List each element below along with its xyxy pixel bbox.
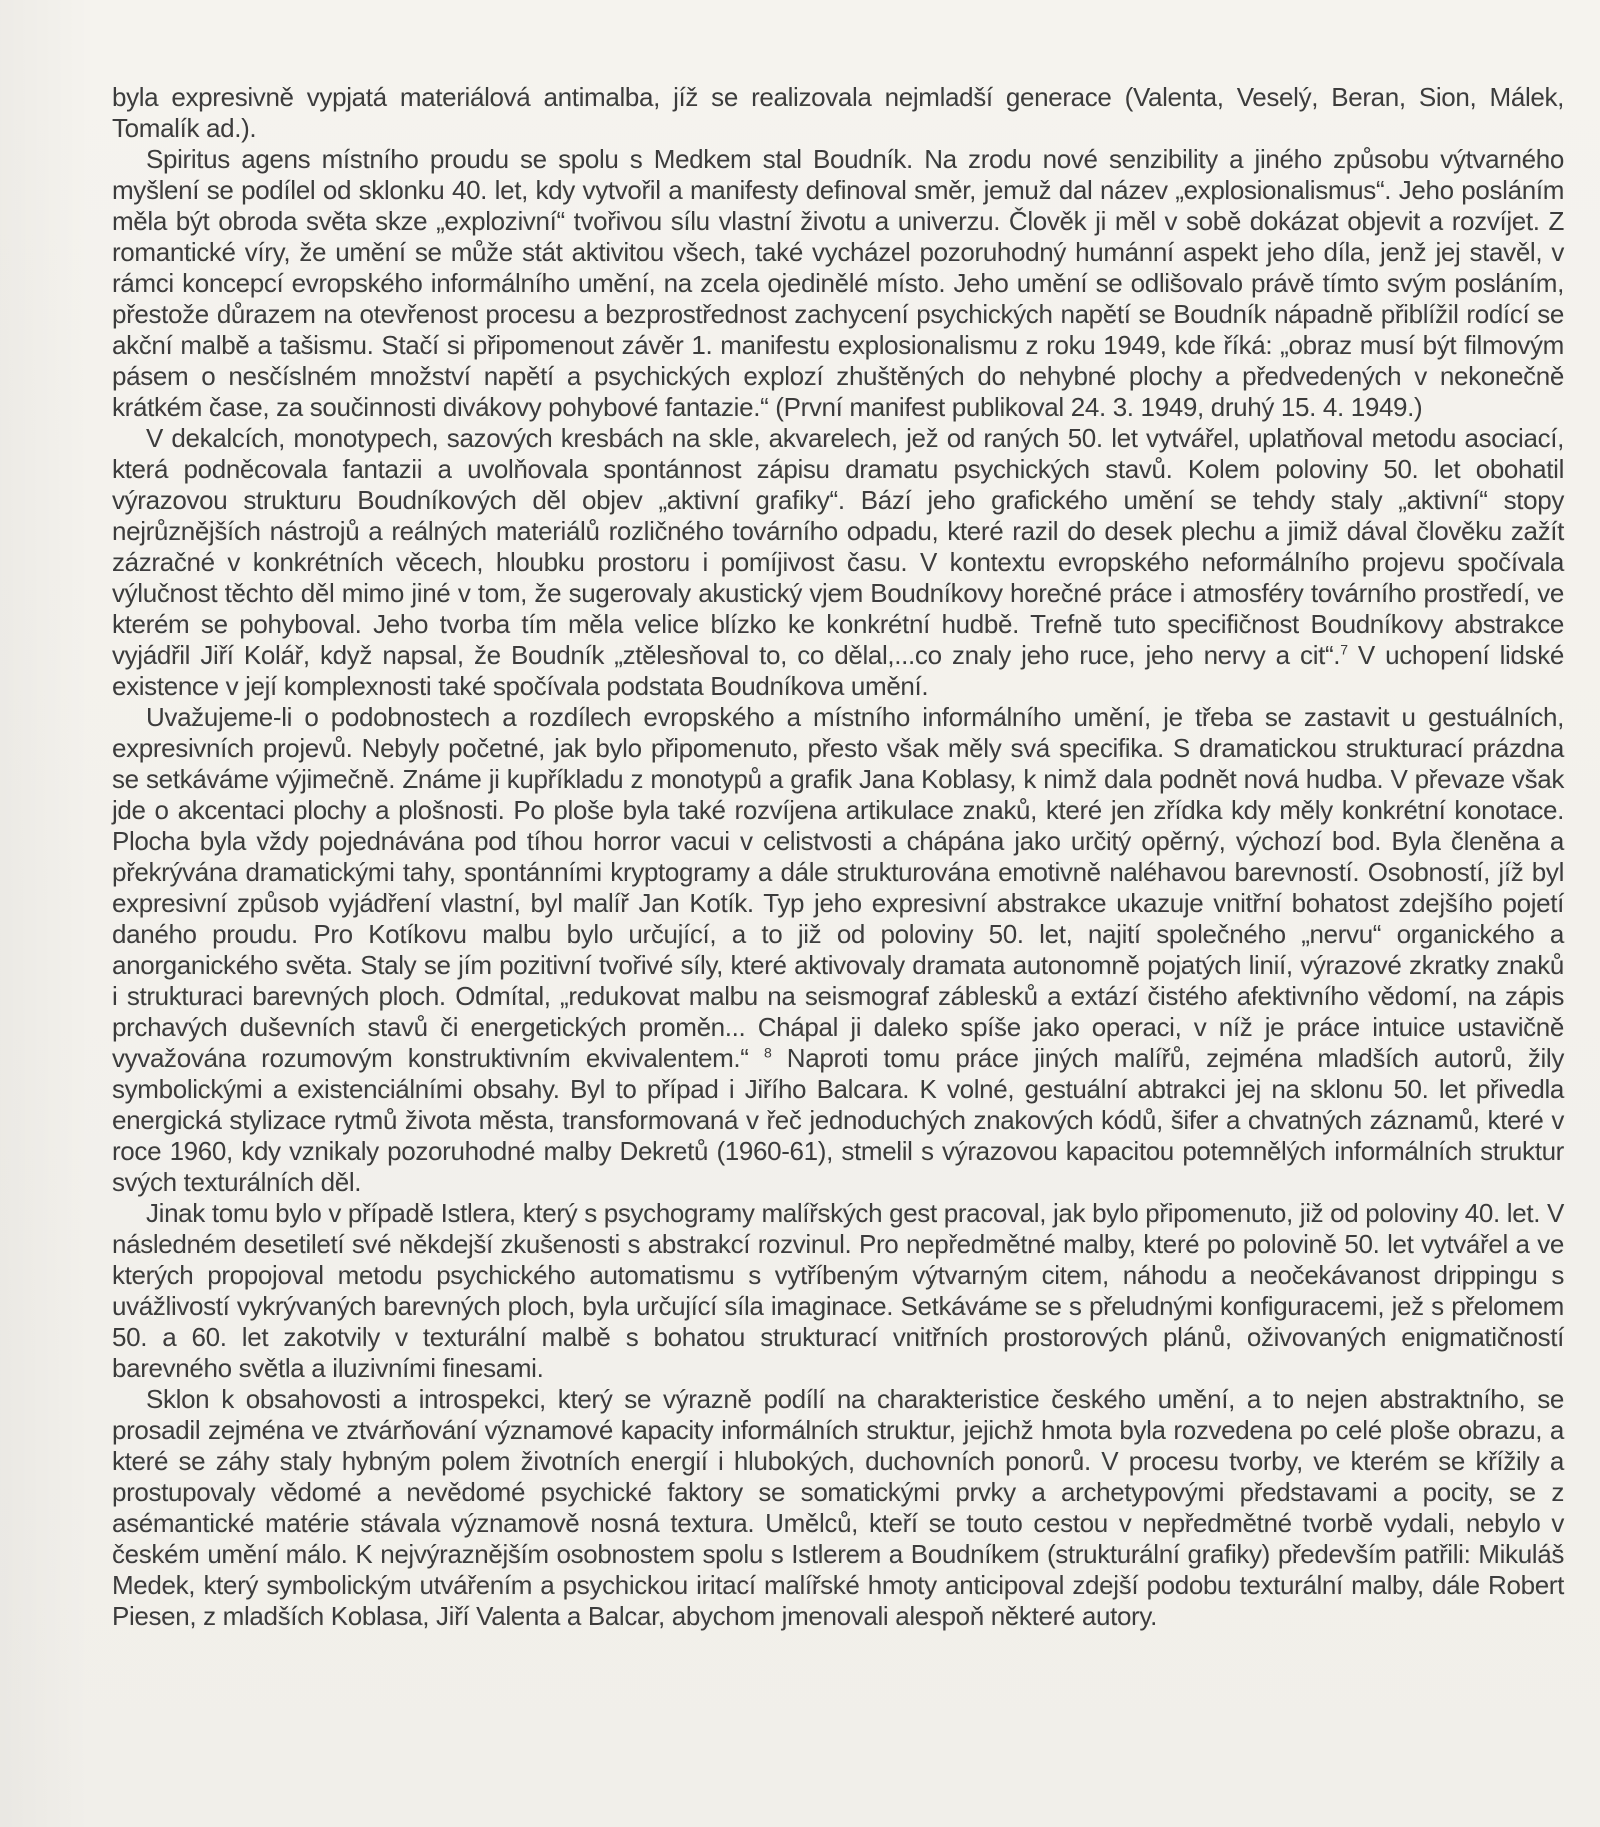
footnote-ref-7: 7: [1340, 641, 1348, 658]
paragraph-2-text: Spiritus agens místního proudu se spolu s Medkem stal Boudník. Na zrodu nové senzibility a jiného způsobu výtvarného myšlení se podílel od sklonku 40. let, kdy vytvořil a manifesty definoval směr, jemuž dal název „explosionalismus“. Jeho posláním měla být obroda světa skze „explozivní“ tvořivou sílu vlastní životu a univerzu. Člověk ji měl v sobě dokázat objevit a rozvíjet. Z romantické víry, že umění se může stát aktivitou všech, také vycházel pozoruhodný humánní aspekt jeho díla, jenž jej stavěl, v rámci koncepcí evropského informálního umění, na zcela ojedinělé místo. Jeho umění se odlišovalo právě tímto svým posláním, přestože důrazem na otevřenost procesu a bezprostřednost zachycení psychických napětí se Boudník nápadně přiblížil rodící se akční malbě a tašismu. Stačí si připomenout závěr 1. manifestu explosionalismu z roku 1949, kde říká: „obraz musí být filmovým pásem o nesčíslném množství napětí a psychických explozí zhuštěných do nehybné plochy a předvedených v nekonečně krátkém čase, za součinnosti divákovy pohybové fantazie.“ (První manifest publikoval 24. 3. 1949, druhý 15. 4. 1949.): [112, 144, 1564, 422]
paragraph-4: [112, 702, 1564, 1198]
paragraph-1-text: byla expresivně vypjatá materiálová antimalba, jíž se realizovala nejmladší generace (Valenta, Veselý, Beran, Sion, Málek, Tomalík ad.).: [112, 82, 1564, 143]
paragraph-3-text: V dekalcích, monotypech, sazových kresbách na skle, akvarelech, jež od raných 50. let vytvářel, uplatňoval metodu asociací, která podněcovala fantazii a uvolňovala spontánnost zápisu dramatu psychických stavů. Kolem poloviny 50. let obohatil výrazovou strukturu Boudníkových děl objev „aktivní grafiky“. Bází jeho grafického umění se tehdy staly „aktivní“ stopy nejrůznějších nástrojů a reálných materiálů rozličného továrního odpadu, které razil do desek plechu a jimiž dával člověku zažít zázračné v konkrétních věcech, hloubku prostoru i pomíjivost času. V kontextu evropského neformálního projevu spočívala výlučnost těchto děl mimo jiné v tom, že sugerovaly akustický vjem Boudníkovy horečné práce i atmosféry továrního prostředí, ve kterém se pohyboval. Jeho tvorba tím měla velice blízko ke konkrétní hudbě. Trefně tuto specifičnost Boudníkovy abstrakce vyjádřil Jiří Kolář, když napsal, že Boudník „ztělesňoval to, co dělal,...co znaly jeho ruce, jeho nervy a cit“.: [112, 423, 1564, 670]
paragraph-3-continuation: V uchopení lidské existence v její komplexnosti také spočívala podstata Boudníkova umění.: [112, 640, 1565, 701]
paragraph-6: [112, 1384, 1564, 1632]
paragraph-1: [112, 82, 1564, 144]
footnote-ref-8: 8: [763, 1044, 772, 1061]
paragraph-5: [112, 1198, 1564, 1384]
paragraph-4-continuation: Naproti tomu práce jiných malířů, zejména mladších autorů, žily symbolickými a existenciálními obsahy. Byl to případ i Jiřího Balcara. K volné, gestuální abtrakci jej na sklonu 50. let přivedla energická stylizace rytmů života města, transformovaná v řeč jednoduchých znakových kódů, šifer a chvatných záznamů, které v roce 1960, kdy vznikaly pozoruhodné malby Dekretů (1960-61), stmelil s výrazovou kapacitou potemnělých informálních struktur svých texturálních děl.: [112, 1043, 1565, 1197]
paragraph-3: [112, 423, 1564, 702]
paragraph-5-text: Jinak tomu bylo v případě Istlera, který s psychogramy malířských gest pracoval, jak bylo připomenuto, již od poloviny 40. let. V následném desetiletí své někdejší zkušenosti s abstrakcí rozvinul. Pro nepředmětné malby, které po polovině 50. let vytvářel a ve kterých propojoval metodu psychického automatismu s vytříbeným výtvarným citem, náhodu a neočekávanost drippingu s uvážlivostí vykrývaných barevných ploch, byla určující síla imaginace. Setkáváme se s přeludnými konfiguracemi, jež s přelomem 50. a 60. let zakotvily v texturální malbě s bohatou strukturací vnitřních prostorových plánů, oživovaných enigmatičností barevného světla a iluzivními finesami.: [112, 1198, 1564, 1383]
text-column: [112, 82, 1564, 1632]
paragraph-6-text: Sklon k obsahovosti a introspekci, který se výrazně podílí na charakteristice českého umění, a to nejen abstraktního, se prosadil zejména ve ztvárňování významové kapacity informálních struktur, jejichž hmota byla rozvedena po celé ploše obrazu, a které se záhy staly hybným polem životních energií i hlubokých, duchovních ponorů. V procesu tvorby, ve kterém se křížily a prostupovaly vědomé a nevědomé psychické faktory se somatickými prvky a archetypovými představami a pocity, se z asémantické matérie stávala významově nosná textura. Umělců, kteří se touto cestou v nepředmětné tvorbě vydali, nebylo v českém umění málo. K nejvýraznějším osobnostem spolu s Istlerem a Boudníkem (strukturální grafiky) především patřili: Mikuláš Medek, který symbolickým utvářením a psychickou iritací malířské hmoty anticipoval zdejší podobu texturální malby, dále Robert Piesen, z mladších Koblasa, Jiří Valenta a Balcar, abychom jmenovali alespoň některé autory.: [112, 1384, 1564, 1631]
paragraph-2: [112, 144, 1564, 423]
paragraph-4-text: Uvažujeme-li o podobnostech a rozdílech evropského a místního informálního umění, je třeba se zastavit u gestuálních, expresivních projevů. Nebyly početné, jak bylo připomenuto, přesto však měly svá specifika. S dramatickou strukturací prázdna se setkáváme výjimečně. Známe ji kupříkladu z monotypů a grafik Jana Koblasy, k nimž dala podnět nová hudba. V převaze však jde o akcentaci plochy a plošnosti. Po ploše byla také rozvíjena artikulace znaků, které jen zřídka kdy měly konkrétní konotace. Plocha byla vždy pojednávána pod tíhou horror vacui v celistvosti a chápána jako určitý opěrný, výchozí bod. Byla členěna a překrývána dramatickými tahy, spontánními kryptogramy a dále strukturována emotivně naléhavou barevností. Osobností, jíž byl expresivní způsob vyjádření vlastní, byl malíř Jan Kotík. Typ jeho expresivní abstrakce ukazuje vnitřní bohatost zdejšího pojetí daného proudu. Pro Kotíkovu malbu bylo určující, a to již od poloviny 50. let, najití společného „nervu“ organického a anorganického světa. Staly se jím pozitivní tvořivé síly, které aktivovaly dramata autonomně pojatých linií, výrazové zkratky znaků i strukturaci barevných ploch. Odmítal, „redukovat malbu na seismograf záblesků a extází čistého afektivního vědomí, na zápis prchavých duševních stavů či energetických proměn... Chápal ji daleko spíše jako operaci, v níž je práce intuice ustavičně vyvažována rozumovým konstruktivním ekvivalentem.“: [112, 702, 1564, 1073]
page-crease: [0, 0, 90, 1827]
